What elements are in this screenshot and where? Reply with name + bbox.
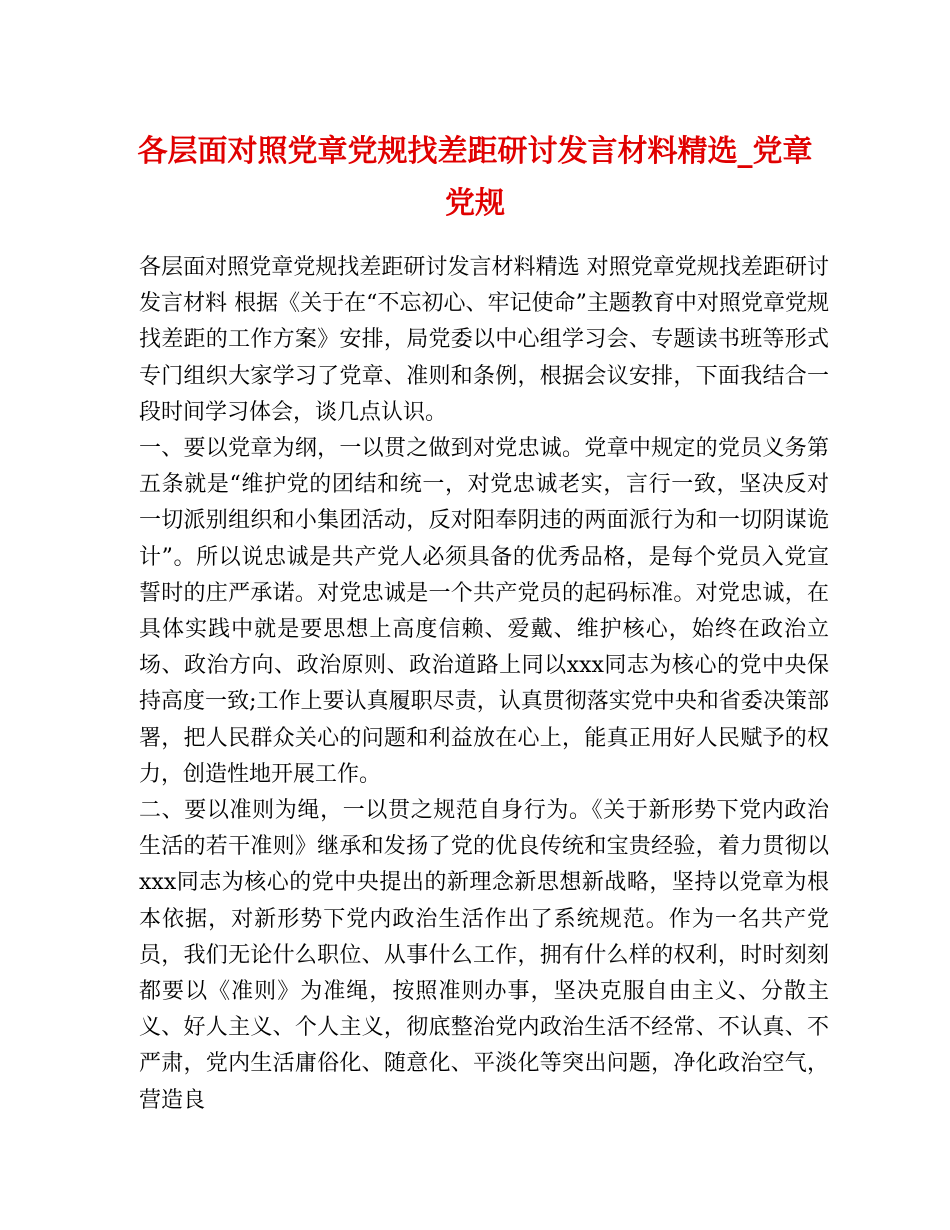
document-title: 各层面对照党章党规找差距研讨发言材料精选_党章党规 xyxy=(137,134,813,221)
paragraph-section-two: 二、要以准则为绳，一以贯之规范自身行为。《关于新形势下党内政治生活的若干准则》继承和发扬了党的优良传统和宝贵经验，着力贯彻以xxx同志为核心的党中央提出的新理念新思想新战略，坚持以党章为根本依据，对新形势下党内政治生活作出了系统规范。作为一名共产党员，我们无论什么职位、从事什么工作，拥有什么样的权利，时时刻刻都要以《准则》为准绳，按照准则办事，坚决克服自由主义、分散主义、好人主义、个人主义，彻底整治党内政治生活不经常、不认真、不严肃，党内生活庸俗化、随意化、平淡化等突出问题，净化政治空气，营造良 xyxy=(139,798,829,1113)
document-body xyxy=(139,250,829,1119)
paragraph-section-one: 一、要以党章为纲，一以贯之做到对党忠诚。党章中规定的党员义务第五条就是“维护党的团结和统一，对党忠诚老实，言行一致，坚决反对一切派别组织和小集团活动，反对阳奉阴违的两面派行为和一切阴谋诡计”。所以说忠诚是共产党人必须具备的优秀品格，是每个党员入党宣誓时的庄严承诺。对党忠诚是一个共产党员的起码标准。对党忠诚，在具体实践中就是要思想上高度信赖、爱戴、维护核心，始终在政治立场、政治方向、政治原则、政治道路上同以xxx同志为核心的党中央保持高度一致;工作上要认真履职尽责，认真贯彻落实党中央和省委决策部署，把人民群众关心的问题和利益放在心上，能真正用好人民赋予的权力，创造性地开展工作。 xyxy=(139,436,829,787)
paragraph-intro: 各层面对照党章党规找差距研讨发言材料精选 对照党章党规找差距研讨发言材料 根据《关于在“不忘初心、牢记使命”主题教育中对照党章党规找差距的工作方案》安排，局党委以中心组学习会、专题读书班等形式专门组织大家学习了党章、准则和条例，根据会议安排，下面我结合一段时间学习体会，谈几点认识。 xyxy=(139,255,829,425)
